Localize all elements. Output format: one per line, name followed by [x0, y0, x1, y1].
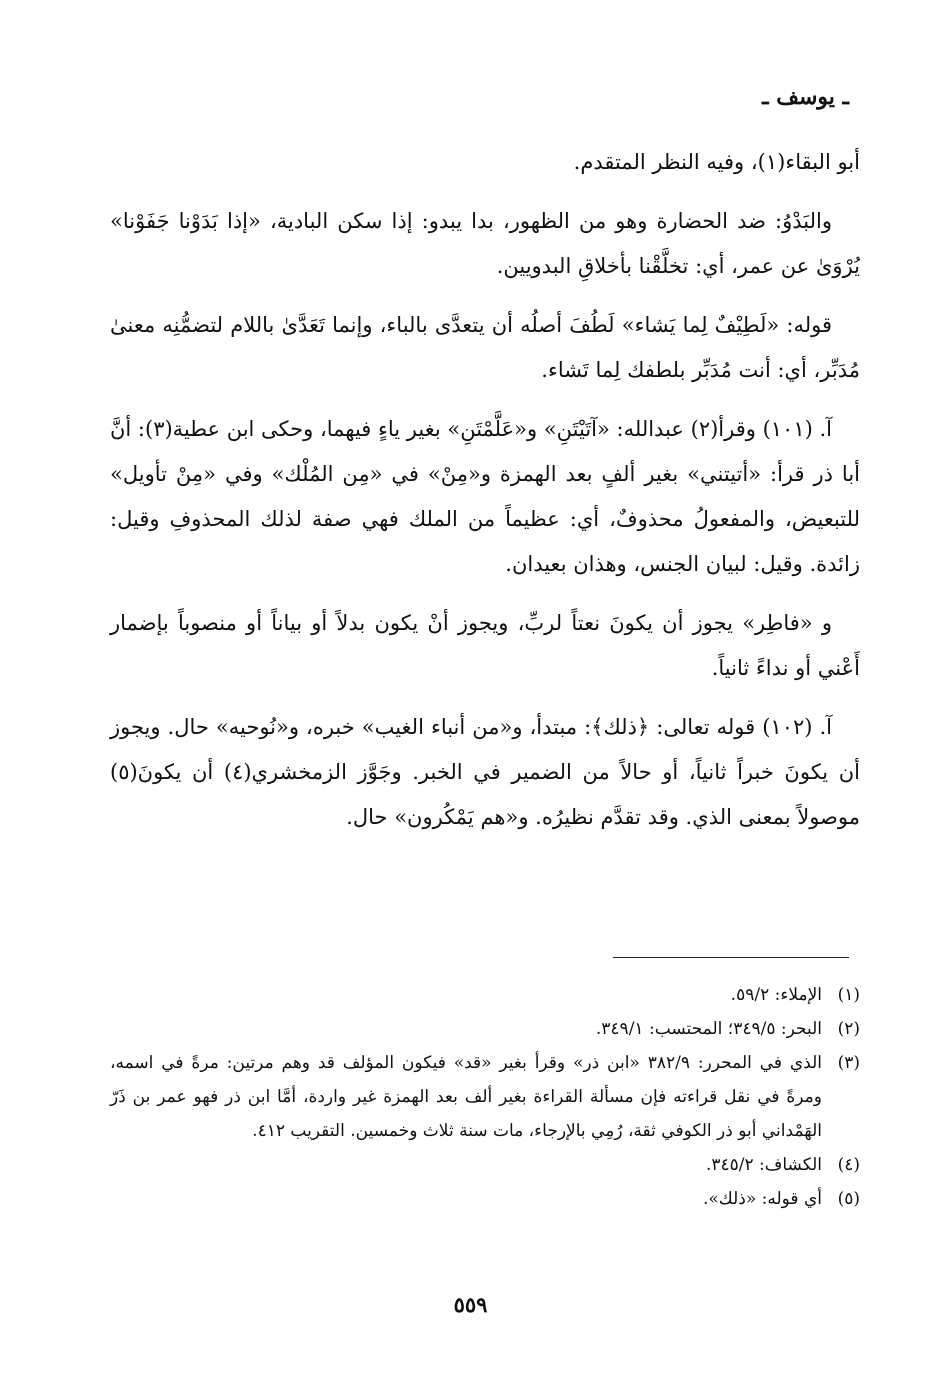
footnote-text: الإملاء: ٥٩/٢. — [730, 985, 822, 1005]
paragraph: آ. (١٠١) وقرأ(٢) عبدالله: «آتَيْتَنِ» و«عَلَّمْتَنِ» بغير ياءٍ فيهما، وحكى ابن عطية(٣): أنَّ أبا ذر قرأ: «أتيتني» بغير ألفٍ بعد الهمزة و«مِنْ» في «مِن المُلْك» وفي «مِنْ تأويل» للتبعيض، والمفعولُ محذوفٌ، أي: عظيماً من الملك فهي صفة لذلك المحذوفِ وقيل: زائدة. وقيل: لبيان الجنس، وهذان بعيدان. — [110, 417, 860, 576]
paragraph: آ. (١٠٢) قوله تعالى: ﴿ذلك﴾: مبتدأ، و«من أنباء الغيب» خبره، و«نُوحيه» حال. ويجوز أن يكونَ خبراً ثانياً، أو حالاً من الضمير في الخبر. وجَوَّز الزمخشري(٤) أن يكونَ(٥) موصولاً بمعنى الذي. وقد تقدَّم نظيرُه. و«هم يَمْكُرون» حال. — [110, 715, 860, 829]
main-text — [110, 140, 860, 854]
footnote-number: (٥) — [837, 1189, 860, 1209]
footnote-number: (٣) — [837, 1053, 860, 1073]
footnote-text: أي قوله: «ذلك». — [702, 1189, 822, 1209]
footnote-number: (٤) — [837, 1155, 860, 1175]
footnote-text: الكشاف: ٣٤٥/٢. — [705, 1155, 822, 1175]
paragraph: أبو البقاء(١)، وفيه النظر المتقدم. — [573, 150, 860, 174]
footnote — [110, 978, 860, 1012]
footnote-number: (١) — [837, 985, 860, 1005]
paragraph: والبَدْوُ: ضد الحضارة وهو من الظهور، بدا يبدو: إذا سكن البادية، «إذا بَدَوْنا جَفَوْنا» يُرْوَىٰ عن عمر، أي: تخلَّقْنا بأخلاقِ البدويين. — [110, 209, 860, 278]
footnote-number: (٢) — [837, 1019, 860, 1039]
footnote — [110, 1182, 860, 1216]
footnote — [110, 1012, 860, 1046]
footnote-text: البحر: ٣٤٩/٥؛ المحتسب: ٣٤٩/١. — [595, 1019, 822, 1039]
footnotes — [110, 978, 860, 1216]
paragraph: قوله: «لَطِيْفٌ لِما يَشاء» لَطُفَ أصلُه أن يتعدَّى بالباء، وإنما تَعَدَّىٰ باللام لتضمُّنِه معنىٰ مُدَبِّر، أي: أنت مُدَبِّر بلطفك لِما تَشاء. — [110, 313, 860, 382]
footnote-divider — [613, 957, 849, 958]
footnote — [110, 1046, 860, 1148]
footnote — [110, 1148, 860, 1182]
running-header: ـ يوسف ـ — [762, 84, 849, 110]
paragraph: و «فاطِر» يجوز أن يكونَ نعتاً لربِّ، ويجوز أنْ يكون بدلاً أو بياناً أو منصوباً بإضمار أَعْني أو نداءً ثانياً. — [110, 611, 860, 680]
page-number: ٥٥٩ — [453, 1292, 488, 1317]
footnote-text: الذي في المحرر: ٣٨٢/٩ «ابن ذر» وقرأ بغير «قد» فيكون المؤلف قد وهم مرتين: مرةً في اسمه، ومرةً في نقل قراءته فإن مسألة القراءة بغير ألف بعد الهمزة غير واردة، أمَّا ابن ذر فهو عمر بن ذَرّ الهَمْداني أبو ذر الكوفي ثقة، رُمِي بالإرجاء، مات سنة ثلاث وخمسين. التقريب ٤١٢. — [110, 1053, 822, 1141]
